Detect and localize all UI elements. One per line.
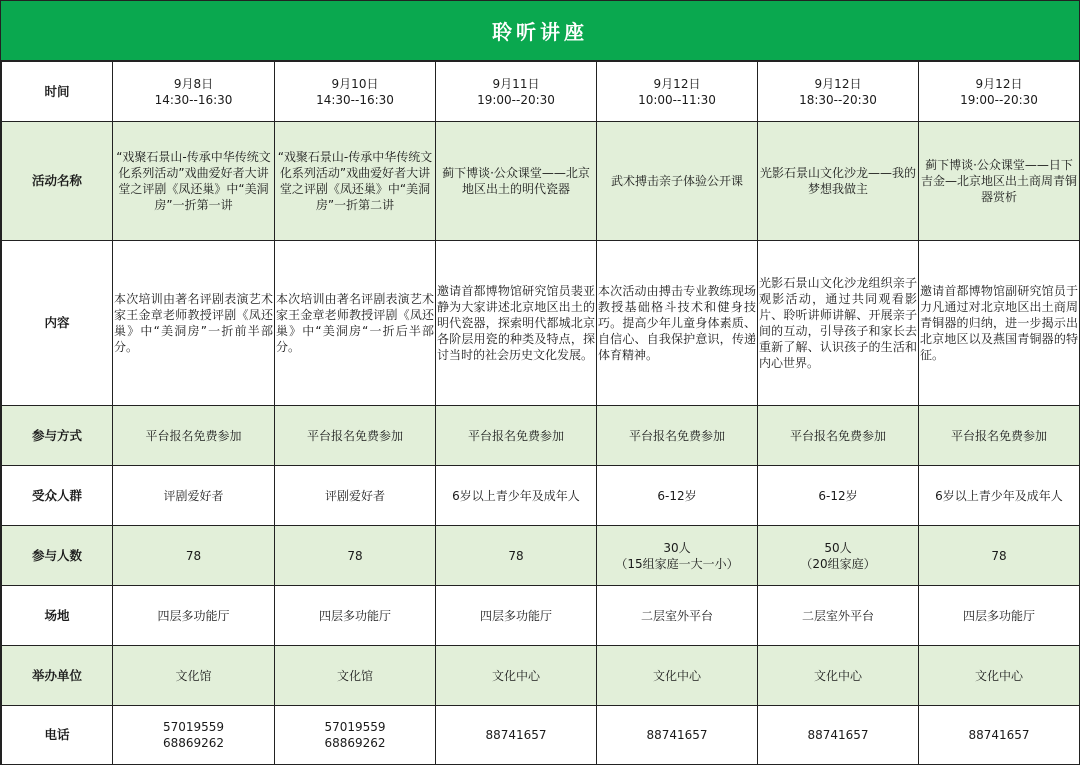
row-label-organizer: 举办单位	[2, 646, 113, 706]
phone-line: 68869262	[162, 736, 225, 750]
venue-cell: 四层多功能厅	[436, 586, 597, 646]
phone-cell	[275, 706, 436, 765]
method-cell: 平台报名免费参加	[758, 406, 919, 466]
audience-cell: 评剧爱好者	[113, 466, 275, 526]
venue-cell: 四层多功能厅	[113, 586, 275, 646]
date-text: 9月8日	[173, 76, 214, 91]
date-text: 9月12日	[814, 76, 862, 91]
time-cell	[113, 62, 275, 122]
phone-line: 57019559	[162, 720, 225, 734]
organizer-cell: 文化中心	[919, 646, 1080, 706]
row-organizer	[2, 646, 1080, 706]
row-time	[2, 62, 1080, 122]
schedule-table	[1, 61, 1080, 765]
content-cell: 本次活动由搏击专业教练现场教授基础格斗技术和健身技巧。提高少年儿童身体素质、自信心、自我保护意识，传递体育精神。	[597, 241, 758, 406]
phone-cell	[436, 706, 597, 765]
phone-line: 57019559	[324, 720, 386, 734]
phone-cell	[919, 706, 1080, 765]
venue-cell: 四层多功能厅	[275, 586, 436, 646]
time-text: 19:00--20:30	[477, 92, 555, 107]
organizer-cell: 文化馆	[113, 646, 275, 706]
count-cell	[758, 526, 919, 586]
row-audience	[2, 466, 1080, 526]
count-main: 30人	[663, 540, 691, 555]
activity-name-cell: 蓟下博谈·公众课堂——北京地区出土的明代瓷器	[436, 122, 597, 241]
row-content	[2, 241, 1080, 406]
audience-cell: 评剧爱好者	[275, 466, 436, 526]
audience-cell: 6-12岁	[758, 466, 919, 526]
method-cell: 平台报名免费参加	[275, 406, 436, 466]
method-cell: 平台报名免费参加	[436, 406, 597, 466]
count-cell	[436, 526, 597, 586]
method-cell: 平台报名免费参加	[113, 406, 275, 466]
content-cell: 本次培训由著名评剧表演艺术家王金章老师教授评剧《凤还巢》中“美洞房“一折后半部分。	[275, 241, 436, 406]
row-label-time: 时间	[2, 62, 113, 122]
method-cell: 平台报名免费参加	[919, 406, 1080, 466]
row-label-phone: 电话	[2, 706, 113, 765]
count-cell	[597, 526, 758, 586]
row-venue	[2, 586, 1080, 646]
count-cell	[275, 526, 436, 586]
time-text: 19:00--20:30	[960, 92, 1038, 107]
time-cell	[436, 62, 597, 122]
count-cell	[113, 526, 275, 586]
date-text: 9月10日	[331, 76, 379, 91]
phone-line: 68869262	[324, 736, 386, 750]
activity-name-cell: 蓟下博谈·公众课堂——日下吉金—北京地区出土商周青铜器赏析	[919, 122, 1080, 241]
row-activity-name	[2, 122, 1080, 241]
activity-name-cell: “戏聚石景山-传承中华传统文化系列活动”戏曲爱好者大讲堂之评剧《凤还巢》中“美洞房”一折第二讲	[275, 122, 436, 241]
time-text: 10:00--11:30	[638, 92, 716, 107]
count-main: 50人	[824, 540, 852, 555]
date-text: 9月11日	[492, 76, 540, 91]
count-note: （15组家庭一大一小）	[615, 556, 739, 571]
phone-cell	[113, 706, 275, 765]
time-text: 14:30--16:30	[154, 92, 233, 107]
audience-cell: 6-12岁	[597, 466, 758, 526]
venue-cell: 四层多功能厅	[919, 586, 1080, 646]
time-cell	[919, 62, 1080, 122]
activity-name-cell: 光影石景山文化沙龙——我的梦想我做主	[758, 122, 919, 241]
content-cell: 邀请首都博物馆副研究馆员于力凡通过对北京地区出土商周青铜器的归纳，进一步揭示出北京地区以及燕国青铜器的特征。	[919, 241, 1080, 406]
count-main: 78	[508, 548, 524, 563]
content-cell: 本次培训由著名评剧表演艺术家王金章老师教授评剧《凤还巢》中“美洞房”一折前半部分。	[113, 241, 275, 406]
time-text: 14:30--16:30	[316, 92, 394, 107]
phone-cell	[758, 706, 919, 765]
row-label-activity-name: 活动名称	[2, 122, 113, 241]
method-cell: 平台报名免费参加	[597, 406, 758, 466]
activity-name-cell: “戏聚石景山-传承中华传统文化系列活动”戏曲爱好者大讲堂之评剧《凤还巢》中“美洞房”一折第一讲	[113, 122, 275, 241]
time-text: 18:30--20:30	[799, 92, 877, 107]
row-phone	[2, 706, 1080, 765]
page-title: 聆听讲座	[1, 1, 1079, 61]
row-participant-count	[2, 526, 1080, 586]
audience-cell: 6岁以上青少年及成年人	[436, 466, 597, 526]
count-main: 78	[185, 548, 202, 563]
date-text: 9月12日	[653, 76, 701, 91]
venue-cell: 二层室外平台	[597, 586, 758, 646]
count-main: 78	[347, 548, 363, 563]
phone-cell	[597, 706, 758, 765]
organizer-cell: 文化中心	[597, 646, 758, 706]
activity-name-cell: 武术搏击亲子体验公开课	[597, 122, 758, 241]
time-cell	[275, 62, 436, 122]
row-participation-method	[2, 406, 1080, 466]
row-label-venue: 场地	[2, 586, 113, 646]
row-label-participant-count: 参与人数	[2, 526, 113, 586]
row-label-audience: 受众人群	[2, 466, 113, 526]
count-note: （20组家庭）	[800, 556, 876, 571]
audience-cell: 6岁以上青少年及成年人	[919, 466, 1080, 526]
phone-line: 88741657	[646, 728, 708, 742]
organizer-cell: 文化中心	[436, 646, 597, 706]
venue-cell: 二层室外平台	[758, 586, 919, 646]
date-text: 9月12日	[975, 76, 1023, 91]
phone-line: 88741657	[968, 728, 1030, 742]
row-label-content: 内容	[2, 241, 113, 406]
organizer-cell: 文化中心	[758, 646, 919, 706]
content-cell: 邀请首都博物馆研究馆员裴亚静为大家讲述北京地区出土的明代瓷器，探索明代都城北京各阶层用瓷的种类及特点，探讨当时的社会历史文化发展。	[436, 241, 597, 406]
content-cell: 光影石景山文化沙龙组织亲子观影活动，通过共同观看影片、聆听讲师讲解、开展亲子间的互动，引导孩子和家长去重新了解、认识孩子的生活和内心世界。	[758, 241, 919, 406]
count-main: 78	[991, 548, 1007, 563]
phone-line: 88741657	[485, 728, 547, 742]
count-cell	[919, 526, 1080, 586]
organizer-cell: 文化馆	[275, 646, 436, 706]
time-cell	[758, 62, 919, 122]
phone-line: 88741657	[807, 728, 869, 742]
row-label-participation-method: 参与方式	[2, 406, 113, 466]
time-cell	[597, 62, 758, 122]
